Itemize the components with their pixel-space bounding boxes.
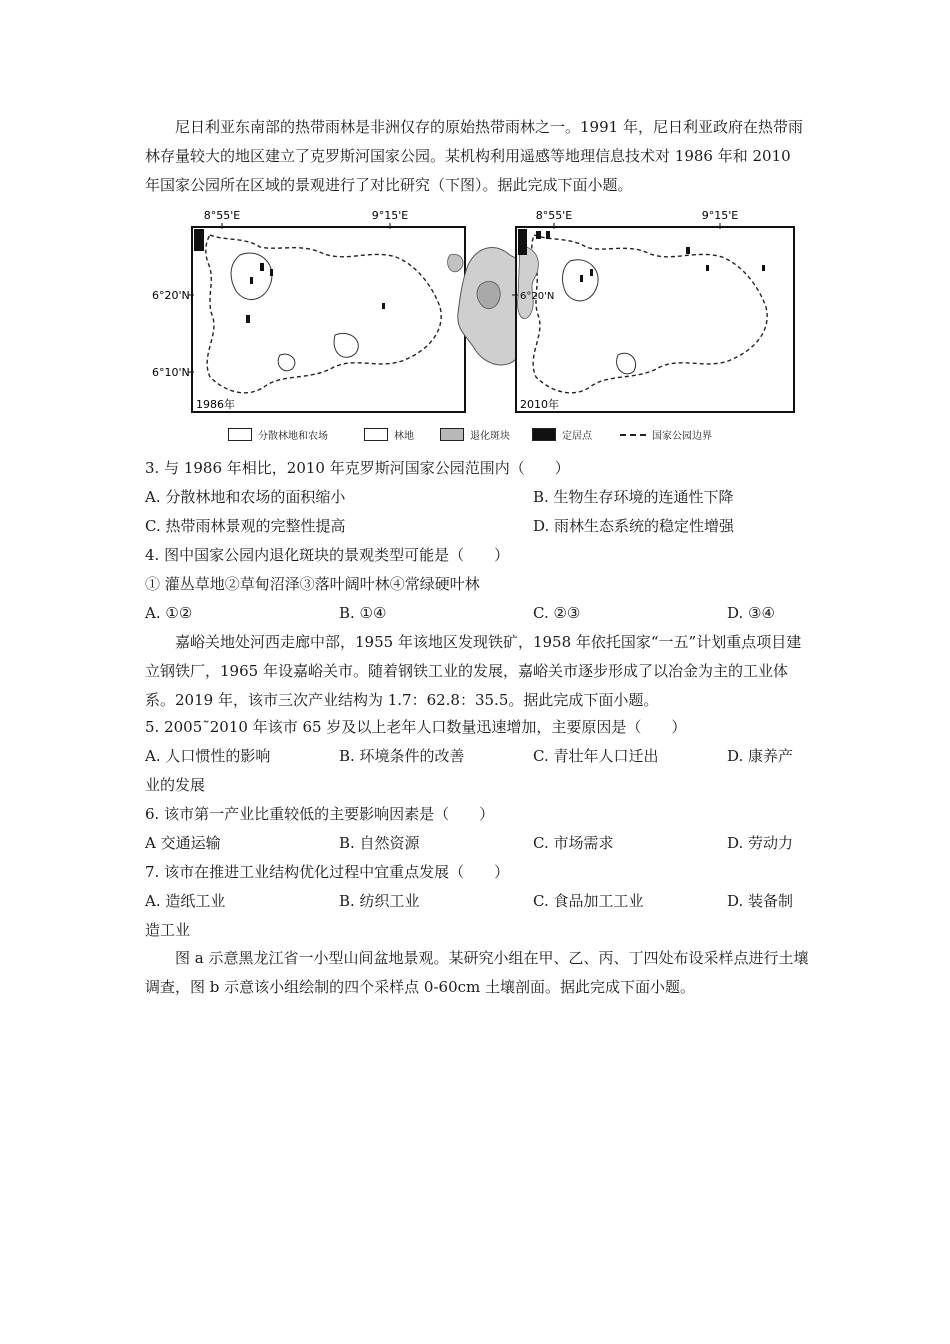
intro-paragraph-rainforest: 尼日利亚东南部的热带雨林是非洲仅存的原始热带雨林之一。1991 年，尼日利亚政府在热带雨林存量较大的地区建立了克罗斯河国家公园。某机构利用遥感等地理信息技术对 1986 年和 2010 年国家公园所在区域的景观进行了对比研究（下图）。据此完成下面小题。 — [145, 118, 803, 194]
map1-year: 1986年 — [196, 398, 235, 411]
map1-lat-bottom: 6°10'N — [152, 366, 190, 379]
legend-settlement: 定居点 — [532, 427, 592, 442]
q4-option-b: B. ①④ — [339, 604, 387, 622]
q7-stem: 7. 该市在推进工业结构优化过程中宜重点发展（ ） — [145, 863, 510, 881]
q3-stem: 3. 与 1986 年相比，2010 年克罗斯河国家公园范围内（ ） — [145, 459, 570, 477]
q7-option-a: A. 造纸工业 — [145, 892, 226, 910]
legend-forest: 林地 — [364, 427, 414, 442]
legend-swatch — [440, 428, 464, 441]
q6-stem: 6. 该市第一产业比重较低的主要影响因素是（ ） — [145, 805, 495, 823]
q3-option-a: A. 分散林地和农场的面积缩小 — [145, 488, 346, 506]
legend-scattered-forest: 分散林地和农场 — [228, 427, 328, 442]
q5-option-d: D. 康养产 — [727, 747, 794, 765]
q7-option-c: C. 食品加工工业 — [533, 892, 644, 910]
q4-items: ① 灌丛草地②草甸沼泽③落叶阔叶林④常绿硬叶林 — [145, 575, 480, 593]
legend-swatch — [364, 428, 388, 441]
map1-lon-right: 9°15'E — [371, 209, 409, 222]
q5-option-c: C. 青壮年人口迁出 — [533, 747, 659, 765]
legend-swatch — [228, 428, 252, 441]
landscape-comparison-figure — [150, 205, 800, 450]
q3-option-b: B. 生物生存环境的连通性下降 — [533, 488, 734, 506]
q3-option-c: C. 热带雨林景观的完整性提高 — [145, 517, 346, 535]
q6-option-a: A 交通运输 — [145, 834, 221, 852]
q5-option-b: B. 环境条件的改善 — [339, 747, 465, 765]
map2-lat-top: 6°20'N — [520, 291, 555, 302]
legend-degraded: 退化斑块 — [440, 427, 510, 442]
map1-lat-top: 6°20'N — [152, 289, 190, 302]
q7-option-d: D. 装备制 — [727, 892, 794, 910]
q6-option-b: B. 自然资源 — [339, 834, 420, 852]
q4-stem: 4. 图中国家公园内退化斑块的景观类型可能是（ ） — [145, 546, 510, 564]
q3-option-d: D. 雨林生态系统的稳定性增强 — [533, 517, 735, 535]
map2-lon-right: 9°15'E — [701, 209, 739, 222]
map-legend — [228, 425, 788, 447]
map-2010 — [512, 223, 794, 412]
q4-option-d: D. ③④ — [727, 604, 775, 622]
legend-dash — [620, 434, 646, 436]
q5-option-d-continued: 业的发展 — [145, 776, 206, 794]
q5-stem: 5. 2005˜2010 年该市 65 岁及以上老年人口数量迅速增加，主要原因是（ ） — [145, 718, 687, 736]
intro-paragraph-jiayuguan: 嘉峪关地处河西走廊中部，1955 年该地区发现铁矿，1958 年依托国家“一五”计划重点项目建立钢铁厂，1965 年设嘉峪关市。随着钢铁工业的发展，嘉峪关市逐步形成了以冶金为主的工业体系。2019 年，该市三次产业结构为 1.7：62.8：35.5。据此完成下面小题。 — [145, 633, 802, 709]
q6-option-c: C. 市场需求 — [533, 834, 614, 852]
map2-year: 2010年 — [520, 398, 559, 411]
q4-option-c: C. ②③ — [533, 604, 581, 622]
q5-option-a: A. 人口惯性的影响 — [145, 747, 271, 765]
legend-swatch — [532, 428, 556, 441]
legend-park-boundary: 国家公园边界 — [620, 427, 712, 442]
q7-option-d-continued: 造工业 — [145, 921, 191, 939]
q4-option-a: A. ①② — [145, 604, 193, 622]
intro-paragraph-heilongjiang: 图 a 示意黑龙江省一小型山间盆地景观。某研究小组在甲、乙、丙、丁四处布设采样点进行土壤调查，图 b 示意该小组绘制的四个采样点 0-60cm 土壤剖面。据此完成下面小题。 — [145, 949, 809, 996]
map1-lon-left: 8°55'E — [203, 209, 241, 222]
map2-lon-left: 8°55'E — [535, 209, 573, 222]
map-1986 — [188, 223, 465, 412]
q7-option-b: B. 纺织工业 — [339, 892, 420, 910]
q6-option-d: D. 劳动力 — [727, 834, 794, 852]
